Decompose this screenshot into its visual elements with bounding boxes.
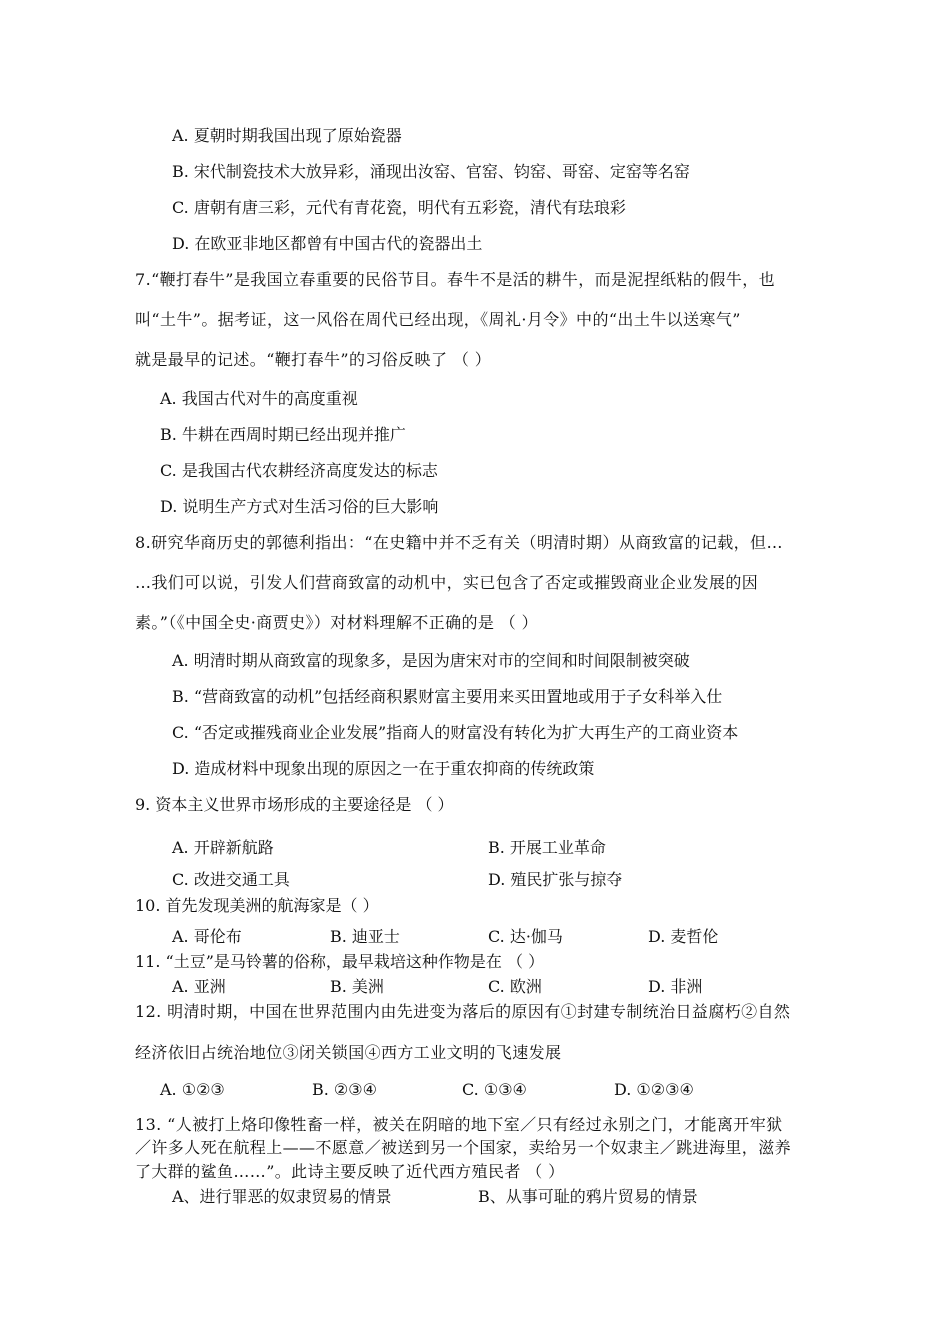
q13-option-b: B、从事可耻的鸦片贸易的情景	[478, 1187, 698, 1206]
q8-option-d: D. 造成材料中现象出现的原因之一在于重农抑商的传统政策	[172, 759, 595, 778]
q9-stem: 9. 资本主义世界市场形成的主要途径是 （ ）	[135, 795, 454, 814]
q7-option-d: D. 说明生产方式对生活习俗的巨大影响	[160, 497, 439, 516]
q9-option-c: C. 改进交通工具	[172, 870, 290, 889]
q6-option-d: D. 在欧亚非地区都曾有中国古代的瓷器出土	[172, 234, 483, 253]
q9-option-a: A. 开辟新航路	[172, 838, 274, 857]
q8-option-c: C. “否定或摧残商业企业发展”指商人的财富没有转化为扩大再生产的工商业资本	[172, 723, 739, 742]
q9-option-d: D. 殖民扩张与掠夺	[488, 870, 623, 889]
q9-option-b: B. 开展工业革命	[488, 838, 606, 857]
q10-option-b: B. 迪亚士	[330, 927, 400, 946]
q6-option-c: C. 唐朝有唐三彩，元代有青花瓷，明代有五彩瓷，清代有珐琅彩	[172, 198, 626, 217]
q12-stem-line-1: 12. 明清时期，中国在世界范围内由先进变为落后的原因有①封建专制统治日益腐朽②自然	[135, 1002, 791, 1021]
q12-option-d: D. ①②③④	[614, 1080, 694, 1099]
q11-option-a: A. 亚洲	[172, 977, 226, 996]
q8-stem-line-2: …我们可以说，引发人们营商致富的动机中，实已包含了否定或摧毁商业企业发展的因	[135, 573, 759, 592]
q10-option-a: A. 哥伦布	[172, 927, 242, 946]
q6-option-b: B. 宋代制瓷技术大放异彩，涌现出汝窑、官窑、钧窑、哥窑、定窑等名窑	[172, 162, 690, 181]
q10-option-d: D. 麦哲伦	[648, 927, 719, 946]
q8-option-a: A. 明清时期从商致富的现象多，是因为唐宋对市的空间和时间限制被突破	[172, 651, 690, 670]
q11-option-b: B. 美洲	[330, 977, 384, 996]
q10-option-c: C. 达·伽马	[488, 927, 563, 946]
q13-stem-line-3: 了大群的鲨鱼……”。此诗主要反映了近代西方殖民者 （ ）	[135, 1162, 565, 1181]
q12-stem-line-2: 经济依旧占统治地位③闭关锁国④西方工业文明的飞速发展	[135, 1043, 562, 1062]
q12-option-b: B. ②③④	[312, 1080, 377, 1099]
q11-stem: 11. “土豆”是马铃薯的俗称，最早栽培这种作物是在 （ ）	[135, 952, 545, 971]
q7-stem-line-1: 7.“鞭打春牛”是我国立春重要的民俗节目。春牛不是活的耕牛，而是泥捏纸粘的假牛，也	[135, 270, 776, 289]
q6-option-a: A. 夏朝时期我国出现了原始瓷器	[172, 126, 402, 145]
q7-stem-line-2: 叫“土牛”。据考证，这一风俗在周代已经出现，《周礼·月令》中的“出土牛以送寒气”	[135, 310, 741, 329]
q13-stem-line-2: ／许多人死在航程上——不愿意／被送到另一个国家，卖给另一个奴隶主／跳进海里，滋养	[135, 1138, 792, 1157]
q12-option-a: A. ①②③	[160, 1080, 225, 1099]
q11-option-c: C. 欧洲	[488, 977, 542, 996]
q7-stem-line-3: 就是最早的记述。“鞭打春牛”的习俗反映了 （ ）	[135, 350, 492, 369]
q13-option-a: A、进行罪恶的奴隶贸易的情景	[172, 1187, 392, 1206]
q8-option-b: B. “营商致富的动机”包括经商积累财富主要用来买田置地或用于子女科举入仕	[172, 687, 723, 706]
q13-stem-line-1: 13. “人被打上烙印像牲畜一样，被关在阴暗的地下室／只有经过永别之门，才能离开牢狱	[135, 1115, 783, 1134]
q10-stem: 10. 首先发现美洲的航海家是（ ）	[135, 896, 379, 915]
q11-option-d: D. 非洲	[648, 977, 703, 996]
q8-stem-line-1: 8.研究华商历史的郭德利指出：“在史籍中并不乏有关（明清时期）从商致富的记载，但…	[135, 533, 783, 552]
q8-stem-line-3: 素。”（《中国全史·商贾史》）对材料理解不正确的是 （ ）	[135, 613, 539, 632]
q12-option-c: C. ①③④	[462, 1080, 527, 1099]
q7-option-b: B. 牛耕在西周时期已经出现并推广	[160, 425, 406, 444]
q7-option-c: C. 是我国古代农耕经济高度发达的标志	[160, 461, 438, 480]
q7-option-a: A. 我国古代对牛的高度重视	[160, 389, 358, 408]
